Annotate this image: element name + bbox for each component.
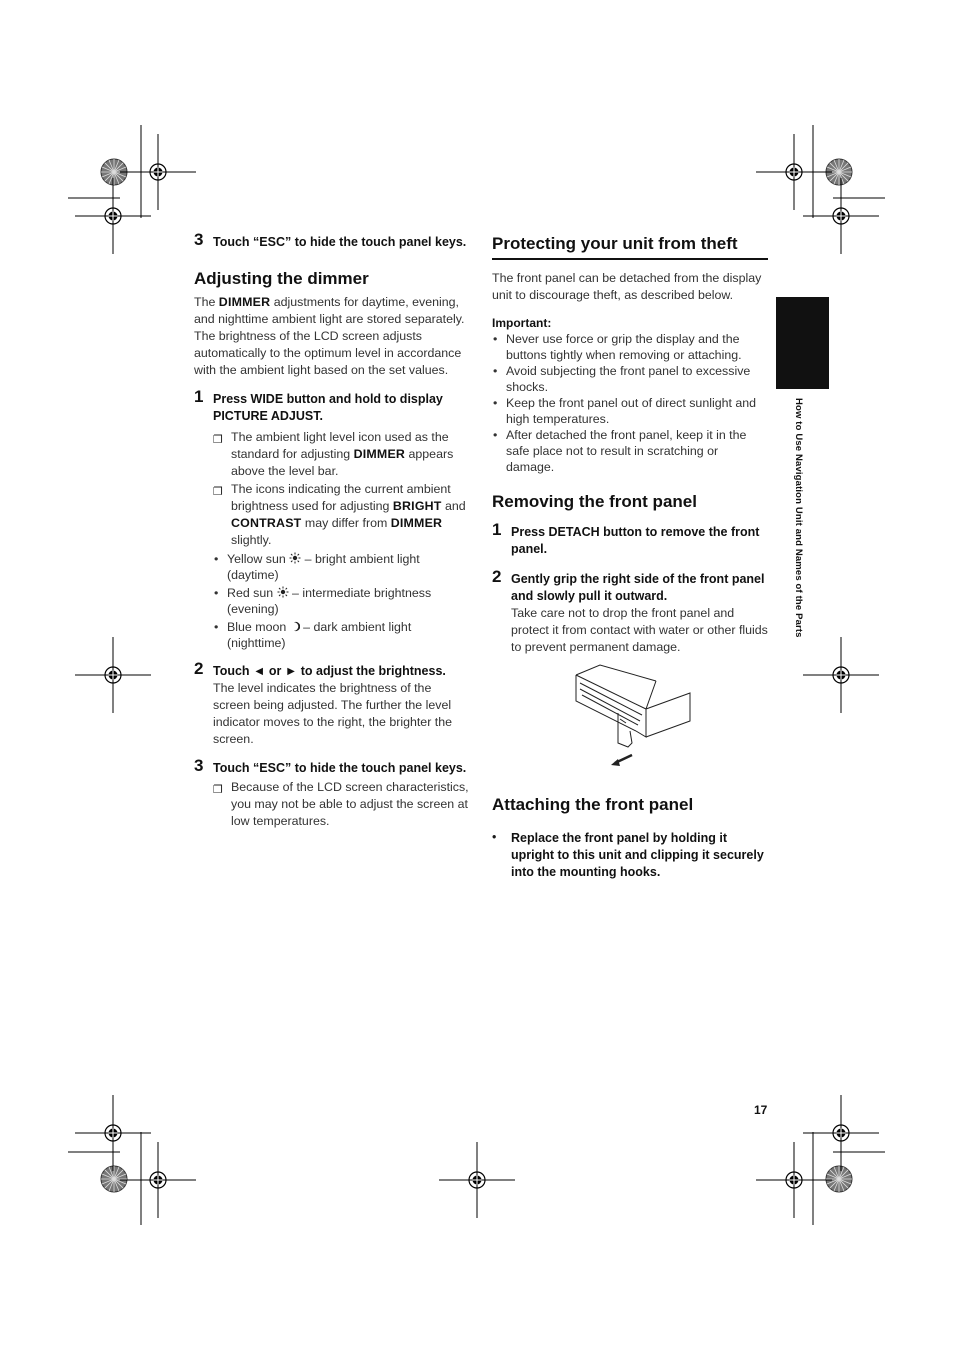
t2: or xyxy=(265,664,285,678)
time: (nighttime) xyxy=(227,636,286,650)
bullet-dot: • xyxy=(492,830,497,844)
note-box-icon: ❐ xyxy=(213,486,223,498)
step-1-dimmer xyxy=(194,387,469,425)
important-item xyxy=(492,395,768,427)
important-list xyxy=(492,331,768,475)
desc: – bright ambient light xyxy=(301,552,420,566)
picture-adjust-keyword: PICTURE ADJUST xyxy=(213,409,320,423)
moon-icon xyxy=(290,621,300,636)
bullet-dot: • xyxy=(214,586,219,600)
step-number: 1 xyxy=(492,520,502,539)
important-item xyxy=(492,427,768,475)
intro-text-b: adjustments for daytime, evening, and nighttime ambient light are stored separately. The brightness of the LCD screen adjusts automatically to the optimum level in accordance with the ambient light based on the set values. xyxy=(194,295,465,377)
t1: Touch xyxy=(213,664,254,678)
item-text: After detached the front panel, keep it in the safe place not to result in scratching or damage. xyxy=(506,428,747,474)
t2: appears above the level bar. xyxy=(231,447,454,478)
left-column xyxy=(194,226,469,830)
step-body: Take care not to drop the front panel and protect it from contact with water or other fluids to prevent permanent damage. xyxy=(511,606,768,654)
note-icons-differ xyxy=(213,481,469,549)
step-body: The level indicates the brightness of the screen being adjusted. The further the level indicator moves to the right, the brighter the screen. xyxy=(213,681,452,746)
bullet-dot: • xyxy=(493,428,498,442)
t1: Press xyxy=(213,392,251,406)
important-item xyxy=(492,363,768,395)
t3: may differ from xyxy=(301,516,391,530)
step-text xyxy=(213,391,469,425)
theft-intro: The front panel can be detached from the display unit to discourage theft, as described below. xyxy=(492,271,762,302)
bullet-red-sun xyxy=(213,586,469,617)
right-arrow-icon: ► xyxy=(284,664,298,678)
desc: – dark ambient light xyxy=(299,620,412,634)
note-text: Because of the LCD screen characteristics, you may not be able to adjust the screen at low temperatures. xyxy=(231,780,469,828)
protecting-theft-heading: Protecting your unit from theft xyxy=(492,234,738,253)
bullet-yellow-sun xyxy=(213,552,469,583)
contrast-keyword: CONTRAST xyxy=(231,516,302,530)
step-3-bottom xyxy=(194,756,469,777)
bullet-dot: • xyxy=(214,620,219,634)
front-panel-removal-diagram xyxy=(568,663,692,773)
step-text xyxy=(511,524,768,558)
bullet-dot: • xyxy=(214,552,219,566)
note-box-icon: ❐ xyxy=(213,434,223,446)
item-text: Keep the front panel out of direct sunlight and high temperatures. xyxy=(506,396,757,426)
dimmer-keyword: DIMMER xyxy=(390,516,443,530)
item-text: Never use force or grip the display and the buttons tightly when removing or attaching. xyxy=(506,332,742,362)
attach-step xyxy=(492,830,768,881)
right-column xyxy=(492,226,768,881)
t4: slightly. xyxy=(231,533,272,547)
adjusting-dimmer-heading: Adjusting the dimmer xyxy=(194,269,369,288)
time: (evening) xyxy=(227,602,279,616)
t3: to adjust the brightness. xyxy=(297,664,446,678)
time: (daytime) xyxy=(227,568,279,582)
step-number: 2 xyxy=(492,567,502,586)
note-low-temp xyxy=(213,779,469,830)
wide-keyword: WIDE xyxy=(250,392,284,406)
desc: – intermediate brightness xyxy=(288,586,432,600)
item-text: Avoid subjecting the front panel to excessive shocks. xyxy=(506,364,751,394)
step-text: Touch “ESC” to hide the touch panel keys. xyxy=(213,235,467,249)
page-number: 17 xyxy=(754,1103,768,1117)
bullet-dot: • xyxy=(493,332,498,346)
step-3-top xyxy=(194,230,469,251)
bullet-dot: • xyxy=(493,364,498,378)
t2: button and hold to display xyxy=(283,392,443,406)
label: Yellow sun xyxy=(227,552,290,566)
section-sidebar-label: How to Use Navigation Unit and Names of the Parts xyxy=(793,398,804,638)
step-number: 3 xyxy=(194,756,204,775)
step-text: Touch “ESC” to hide the touch panel keys. xyxy=(213,761,467,775)
note-ambient-icon xyxy=(213,429,469,480)
sun-icon xyxy=(277,586,289,602)
step-number: 3 xyxy=(194,230,204,249)
dimmer-intro xyxy=(194,294,469,379)
note-box-icon: ❐ xyxy=(213,784,223,796)
remove-step-1 xyxy=(492,520,768,558)
t2: button to remove the front panel. xyxy=(511,525,760,556)
label: Blue moon xyxy=(227,620,290,634)
important-item xyxy=(492,331,768,363)
step-3-notes xyxy=(194,779,469,830)
front-panel-illustration xyxy=(568,663,692,773)
ambient-bullets xyxy=(213,552,469,651)
step-2-adjust xyxy=(194,659,469,748)
step-number: 1 xyxy=(194,387,204,406)
step-1-notes xyxy=(194,429,469,651)
t2: and xyxy=(441,499,466,513)
intro-text-a: The xyxy=(194,295,219,309)
bullet-blue-moon xyxy=(213,620,469,651)
theft-heading-block xyxy=(492,234,768,260)
t1: The icons indicating the current ambient brightness used for adjusting xyxy=(231,482,451,513)
step-text: Gently grip the right side of the front panel and slowly pull it outward. xyxy=(511,572,765,603)
detach-keyword: DETACH xyxy=(548,525,600,539)
dimmer-keyword: DIMMER xyxy=(353,447,406,461)
bright-keyword: BRIGHT xyxy=(392,499,442,513)
section-tab xyxy=(776,297,829,389)
step-text xyxy=(213,663,469,680)
t3: . xyxy=(319,409,323,423)
left-arrow-icon: ◄ xyxy=(253,664,266,678)
step-number: 2 xyxy=(194,659,204,678)
remove-step-2 xyxy=(492,567,768,656)
step-text: Replace the front panel by holding it upright to this unit and clipping it securely into the mounting hooks. xyxy=(511,831,764,879)
sun-icon xyxy=(289,552,301,568)
t1: Press xyxy=(511,525,549,539)
bullet-dot: • xyxy=(493,396,498,410)
attaching-front-panel-heading: Attaching the front panel xyxy=(492,795,694,814)
t1: The ambient light level icon used as the standard for adjusting xyxy=(231,430,449,461)
important-label: Important: xyxy=(492,316,552,330)
dimmer-keyword: DIMMER xyxy=(218,295,271,309)
removing-front-panel-heading: Removing the front panel xyxy=(492,492,697,511)
label: Red sun xyxy=(227,586,277,600)
